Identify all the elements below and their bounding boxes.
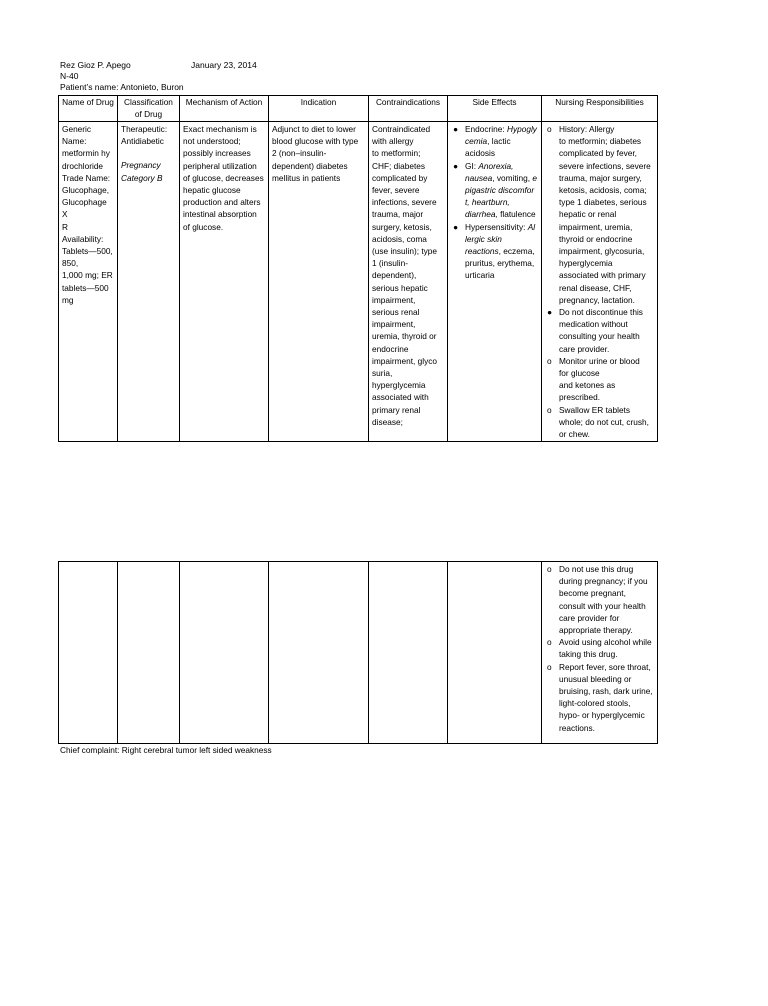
list-item: [545, 404, 654, 441]
nursing-line: severe infections, severe: [559, 160, 651, 171]
drug-name-line: drochloride: [62, 160, 104, 171]
drug-study-table-continued: [58, 561, 658, 744]
nursing-line: Report fever, sore throat,: [559, 661, 651, 672]
nursing-line: light-colored stools,: [559, 698, 631, 709]
nursing-line: care provider.: [559, 343, 610, 354]
contraindication-line: serious renal: [372, 307, 420, 318]
mechanism-line: intestinal absorption: [183, 209, 257, 220]
contraindication-line: dependent),: [372, 270, 417, 281]
indication-line: 2 (non–insulin-: [272, 148, 327, 159]
pregnancy-label: Pregnancy: [121, 160, 161, 171]
nursing-line: and ketones as: [559, 380, 616, 391]
indication-line: mellitus in patients: [272, 172, 341, 183]
list-item: [545, 661, 654, 734]
column-header: Nursing Responsibilities: [542, 96, 658, 122]
contraindication-line: hyperglycemia: [372, 380, 426, 391]
circle-bullet-icon: o: [547, 355, 552, 366]
drug-name-line: Generic: [62, 124, 92, 134]
table-row: [59, 122, 658, 442]
contraindication-line: associated with: [372, 392, 429, 403]
nursing-line: unusual bleeding or: [559, 673, 632, 684]
table-row: [59, 562, 658, 744]
contraindication-line: infections, severe: [372, 197, 437, 208]
list-item: ● Hypersensitivity: Al lergic skin reactions, eczema, pruritus, erythema, urticaria: [453, 221, 536, 281]
contraindications-cell: [369, 122, 448, 442]
nursing-line: hyperglycemia: [559, 258, 613, 269]
drug-name-line: mg: [62, 294, 74, 305]
drug-name-line: Tablets—500,: [62, 246, 113, 257]
nursing-line: prescribed.: [559, 392, 601, 403]
circle-bullet-icon: o: [547, 404, 552, 415]
column-header: Contraindications: [369, 96, 448, 122]
circle-bullet-icon: o: [547, 124, 552, 134]
empty-cell: [369, 562, 448, 744]
patient-name: Patient’s name: Antonieto, Buron: [60, 82, 184, 92]
list-item: ● Endocrine: Hypogly cemia, lactic acidosis: [453, 124, 537, 159]
contraindication-line: disease;: [372, 416, 403, 427]
nursing-line: associated with primary: [559, 270, 646, 281]
nursing-line: History: Allergy: [559, 124, 615, 134]
nursing-line: hypo- or hyperglycemic: [559, 710, 645, 721]
mechanism-line: of glucose.: [183, 221, 224, 232]
drug-study-table: [58, 95, 658, 442]
bullet-icon: ●: [547, 307, 553, 318]
contraindication-line: CHF; diabetes: [372, 160, 426, 171]
circle-bullet-icon: o: [547, 564, 552, 574]
indication-cell: [269, 122, 369, 442]
nursing-cell: [542, 562, 658, 744]
contraindication-line: suria,: [372, 368, 393, 379]
document-date: January 23, 2014: [191, 60, 257, 70]
contraindication-line: complicated by: [372, 172, 428, 183]
indication-line: blood glucose with type: [272, 136, 359, 147]
nursing-line: complicated by fever,: [559, 148, 637, 159]
contraindication-line: endocrine: [372, 343, 409, 354]
unit-label: N-40: [60, 71, 79, 81]
mechanism-line: peripheral utilization: [183, 160, 257, 171]
side-effects-list: [451, 123, 538, 282]
indication-line: Adjunct to diet to lower: [272, 124, 356, 134]
nursing-line: Swallow ER tablets: [559, 404, 631, 415]
nursing-line: ketosis, acidosis, coma;: [559, 185, 647, 196]
contraindication-line: 1 (insulin-: [372, 258, 408, 269]
nursing-line: trauma, major surgery,: [559, 172, 642, 183]
nursing-line: Do not use this drug: [559, 564, 634, 574]
drug-name-line: metformin hy: [62, 148, 110, 159]
empty-cell: [269, 562, 369, 744]
chief-complaint: Chief complaint: Right cerebral tumor left sided weakness: [60, 745, 272, 755]
nursing-line: whole; do not cut, crush,: [559, 416, 649, 427]
contraindication-line: (use insulin); type: [372, 246, 438, 257]
list-item: [545, 636, 654, 660]
therapeutic-value: Antidiabetic: [121, 136, 164, 147]
nursing-list: [545, 123, 654, 440]
nursing-line: bruising, rash, dark urine,: [559, 686, 653, 697]
nursing-line: appropriate therapy.: [559, 625, 633, 636]
drug-name-line: Glucophage,: [62, 185, 110, 196]
drug-name-line: Availability:: [62, 233, 104, 244]
table-header-row: [59, 96, 658, 122]
contraindication-line: surgery, ketosis,: [372, 221, 432, 232]
nursing-line: reactions.: [559, 722, 595, 733]
nursing-line: thyroid or endocrine: [559, 233, 633, 244]
contraindication-line: trauma, major: [372, 209, 424, 220]
contraindication-line: impairment,: [372, 319, 416, 330]
nursing-line: Do not discontinue this: [559, 307, 643, 318]
mechanism-cell: [180, 122, 269, 442]
column-header: Mechanism of Action: [180, 96, 269, 122]
bullet-icon: ●: [453, 160, 459, 171]
drug-name-line: 1,000 mg; ER: [62, 270, 113, 281]
drug-name-cell: [59, 122, 118, 442]
mechanism-line: of glucose, decreases: [183, 172, 264, 183]
contraindication-line: impairment, glyco: [372, 355, 438, 366]
circle-bullet-icon: o: [547, 637, 552, 648]
column-header: Side Effects: [448, 96, 542, 122]
nursing-line: to metformin; diabetes: [559, 136, 642, 147]
therapeutic-label: Therapeutic:: [121, 124, 168, 134]
list-item: ● GI: Anorexia, nausea, vomiting, e pigastric discomfor t, heartburn, diarrhea, flatulence: [453, 160, 537, 220]
contraindication-line: Contraindicated: [372, 124, 431, 134]
column-header: Name of Drug: [59, 96, 118, 122]
nursing-line: hepatic or renal: [559, 209, 617, 220]
contraindication-line: serious hepatic: [372, 282, 428, 293]
empty-cell: [448, 562, 542, 744]
nursing-line: consult with your health: [559, 600, 646, 611]
contraindication-line: uremia, thyroid or: [372, 331, 437, 342]
mechanism-line: possibly increases: [183, 148, 251, 159]
nursing-line: renal disease, CHF,: [559, 282, 632, 293]
list-item: [545, 563, 654, 636]
nursing-list: [545, 563, 654, 734]
classification-cell: [118, 122, 180, 442]
drug-name-line: 850,: [62, 258, 79, 269]
nursing-line: impairment, glycosuria,: [559, 246, 645, 257]
empty-cell: [59, 562, 118, 744]
circle-bullet-icon: o: [547, 661, 552, 672]
nursing-line: consulting your health: [559, 331, 640, 342]
drug-name-line: tablets—500: [62, 282, 109, 293]
list-item: [545, 355, 654, 404]
nursing-line: become pregnant,: [559, 588, 626, 599]
bullet-icon: ●: [453, 221, 459, 232]
nursing-line: Monitor urine or blood: [559, 355, 640, 366]
list-item: [545, 123, 654, 306]
empty-cell: [118, 562, 180, 744]
empty-cell: [180, 562, 269, 744]
author-name: Rez Gioz P. Apego: [60, 60, 131, 70]
mechanism-line: not understood;: [183, 136, 241, 147]
drug-name-line: R: [62, 221, 68, 232]
nursing-line: Avoid using alcohol while: [559, 637, 652, 648]
nursing-cell: [542, 122, 658, 442]
contraindication-line: impairment,: [372, 294, 416, 305]
drug-name-line: Glucophage X: [62, 197, 107, 220]
contraindication-line: to metformin;: [372, 148, 421, 159]
nursing-line: taking this drug.: [559, 649, 618, 660]
column-header: Classification of Drug: [118, 96, 180, 122]
nursing-line: impairment, uremia,: [559, 221, 633, 232]
list-item: [545, 306, 654, 355]
mechanism-line: Exact mechanism is: [183, 124, 257, 134]
contraindication-line: fever, severe: [372, 185, 420, 196]
nursing-line: or chew.: [559, 429, 590, 440]
nursing-line: care provider for: [559, 612, 620, 623]
pregnancy-category: Category B: [121, 172, 163, 183]
bullet-icon: ●: [453, 124, 459, 134]
nursing-line: pregnancy, lactation.: [559, 294, 635, 305]
contraindication-line: primary renal: [372, 404, 421, 415]
indication-line: dependent) diabetes: [272, 160, 348, 171]
side-effects-cell: [448, 122, 542, 442]
contraindication-line: acidosis, coma: [372, 233, 427, 244]
mechanism-line: hepatic glucose: [183, 185, 241, 196]
mechanism-line: production and alters: [183, 197, 261, 208]
contraindication-line: with allergy: [372, 136, 414, 147]
drug-name-line: Trade Name:: [62, 172, 111, 183]
nursing-line: for glucose: [559, 368, 600, 379]
drug-name-line: Name:: [62, 136, 87, 147]
column-header: Indication: [269, 96, 369, 122]
nursing-line: during pregnancy; if you: [559, 576, 648, 587]
nursing-line: medication without: [559, 319, 628, 330]
nursing-line: type 1 diabetes, serious: [559, 197, 647, 208]
